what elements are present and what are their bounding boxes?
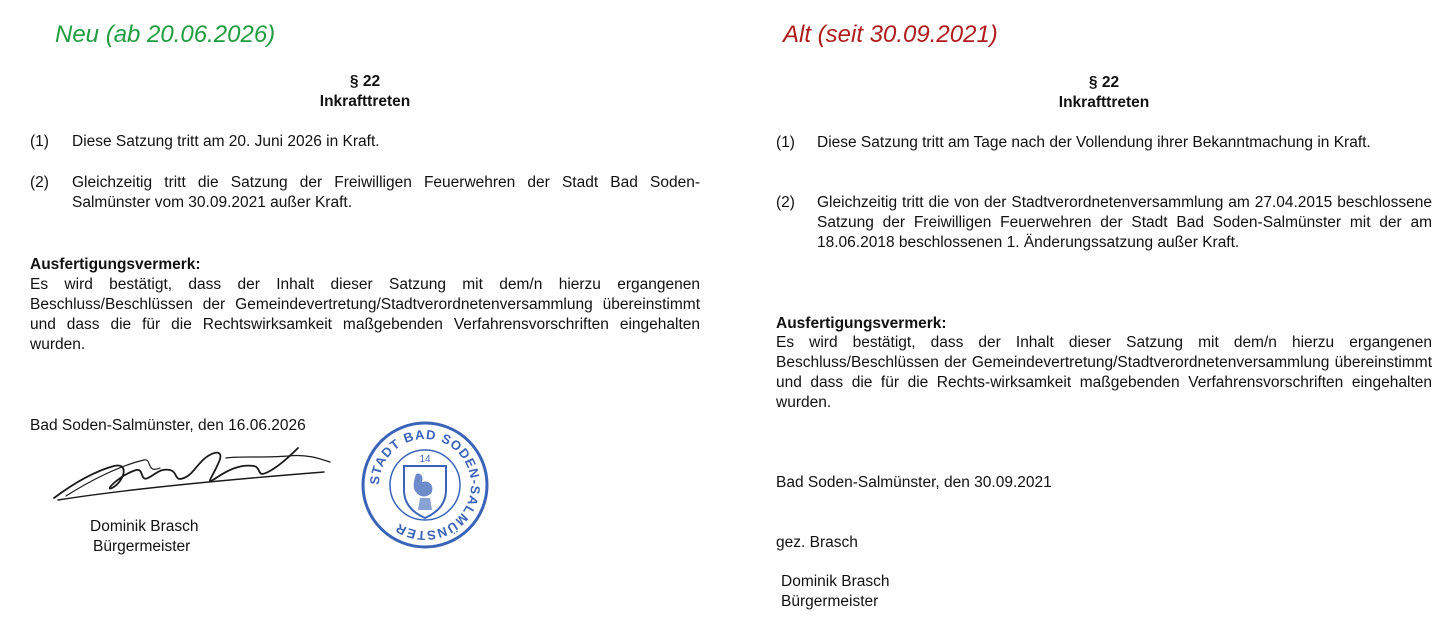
old-section-title: Inkrafttreten — [1058, 94, 1150, 111]
new-item-1-number: (1) — [30, 133, 49, 150]
new-item-1-text: Diese Satzung tritt am 20. Juni 2026 in Kraft. — [72, 133, 380, 150]
old-place-date: Bad Soden-Salmünster, den 30.09.2021 — [776, 474, 1052, 491]
new-item-2-text: Gleichzeitig tritt die Satzung der Freiwilligen Feuerwehren der Stadt Bad Soden-Salmünster vom 30.09.2021 außer Kraft. — [72, 174, 700, 211]
old-item-1-text: Diese Satzung tritt am Tage nach der Vollendung ihrer Bekanntmachung in Kraft. — [817, 134, 1371, 151]
old-certification-heading: Ausfertigungsvermerk: — [776, 315, 947, 332]
old-item-1-number: (1) — [776, 134, 795, 151]
seal-text: STADT BAD SODEN-SALMÜNSTER — [366, 426, 484, 544]
new-signer-name: Dominik Brasch — [90, 518, 199, 535]
new-signer-title: Bürgermeister — [93, 538, 191, 555]
old-item-2-number: (2) — [776, 194, 795, 211]
new-section-title: Inkrafttreten — [319, 93, 411, 110]
new-version-label: Neu (ab 20.06.2026) — [55, 21, 276, 48]
old-signer-name: Dominik Brasch — [781, 573, 890, 590]
old-signed-note: gez. Brasch — [776, 534, 858, 551]
seal-number: 14 — [419, 454, 431, 465]
old-section-number: § 22 — [1088, 74, 1120, 91]
old-item-1 — [776, 133, 1432, 175]
city-seal-image — [358, 418, 492, 552]
new-place-date: Bad Soden-Salmünster, den 16.06.2026 — [30, 417, 306, 434]
new-item-2 — [30, 173, 700, 215]
old-version-label: Alt (seit 30.09.2021) — [783, 21, 998, 48]
old-signer-title: Bürgermeister — [781, 593, 879, 610]
signature-image — [48, 438, 348, 508]
new-item-1 — [30, 132, 700, 154]
old-certification-text: Es wird bestätigt, dass der Inhalt dieser Satzung mit dem/n hierzu ergangenen Beschluss/Beschlüssen der Gemeindevertretung/Stadtverordnetenversammlung übereinstimmt und dass die für die Rechts-wirksamkeit maßgebenden Verfahrensvorschriften eingehalten wurden. — [776, 334, 1432, 411]
new-certification-heading: Ausfertigungsvermerk: — [30, 256, 201, 273]
new-item-2-number: (2) — [30, 174, 49, 191]
old-item-2 — [776, 193, 1432, 275]
old-item-2-text: Gleichzeitig tritt die von der Stadtverordnetenversammlung am 27.04.2015 beschlossene Satzung der Freiwilligen Feuerwehren der Stadt Bad Soden-Salmünster mit der am 18.06.2018 beschlossenen 1. Änderungssatzung außer Kraft. — [817, 194, 1432, 251]
new-section-number: § 22 — [349, 73, 381, 90]
new-certification-text: Es wird bestätigt, dass der Inhalt dieser Satzung mit dem/n hierzu ergangenen Beschluss/Beschlüssen der Gemeindevertretung/Stadtverordnetenversammlung übereinstimmt und dass die für die Rechtswirksamkeit maßgebenden Verfahrensvorschriften eingehalten wurden. — [30, 276, 700, 353]
